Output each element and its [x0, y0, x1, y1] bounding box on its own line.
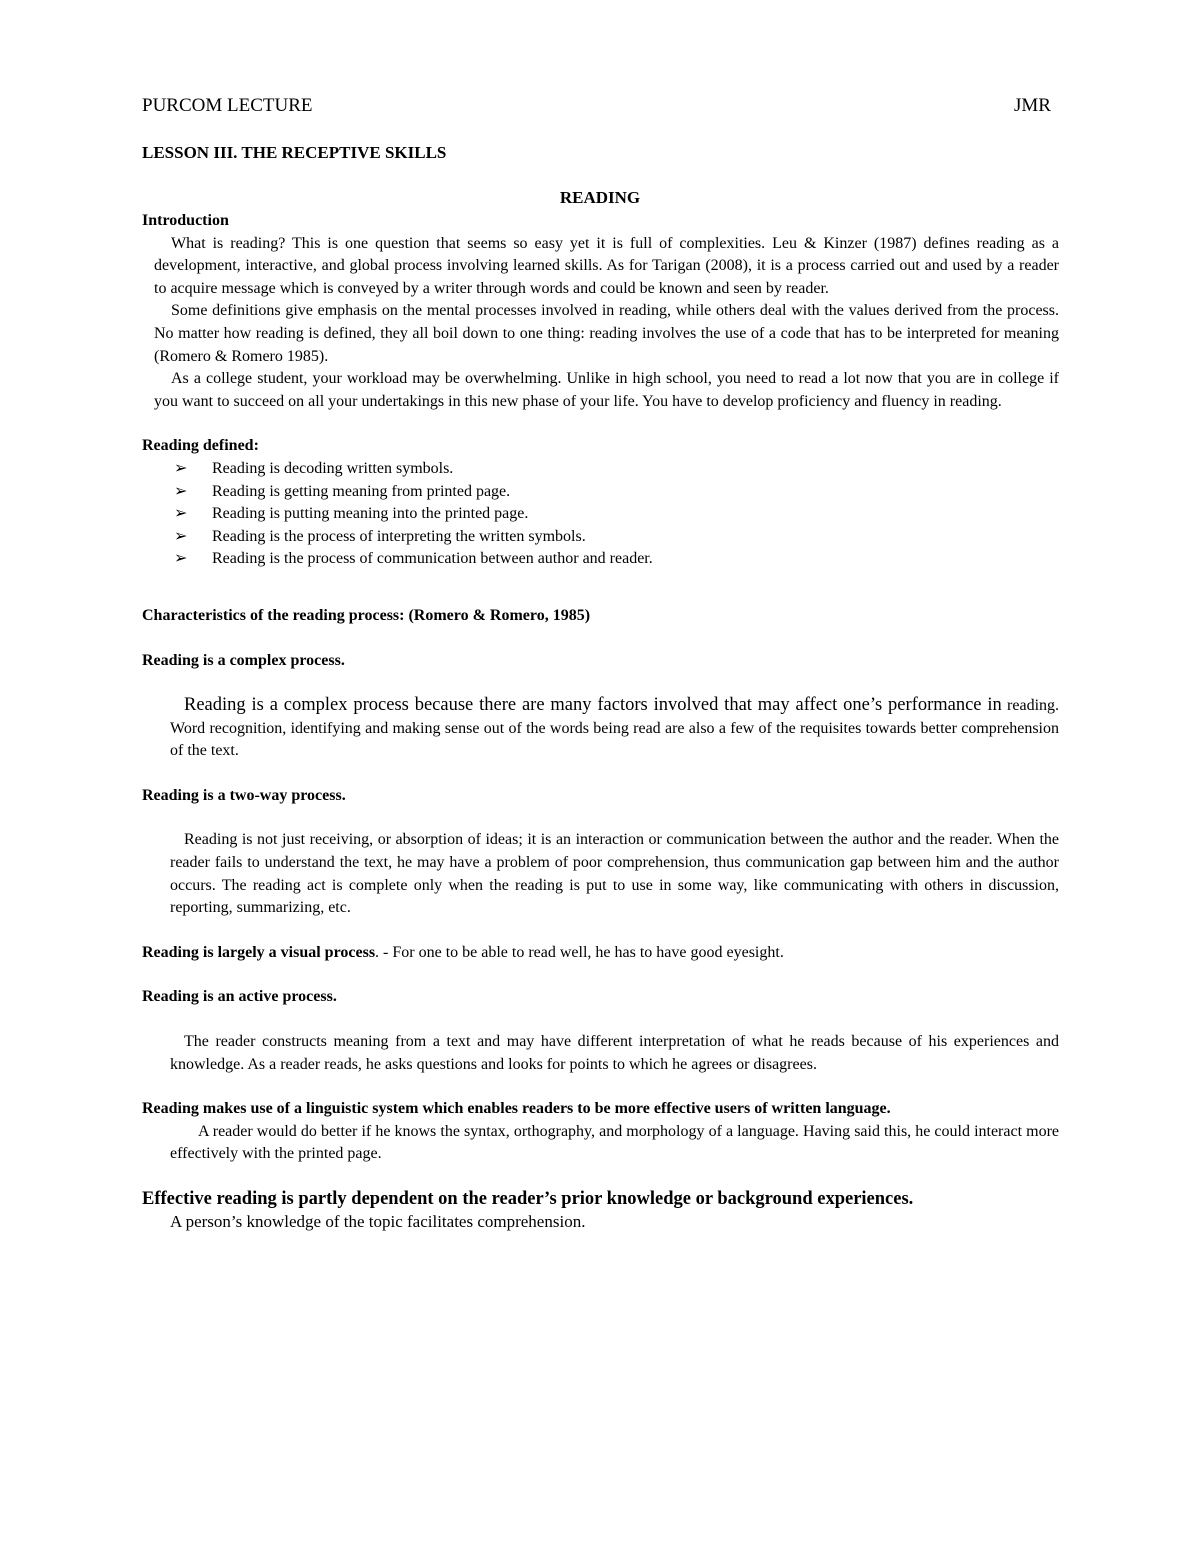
header-initials: JMR [1014, 95, 1051, 116]
arrowhead-bullet-icon: ➢ [174, 459, 188, 477]
two-way-process-heading: Reading is a two-way process. [142, 786, 346, 804]
active-process-paragraph: The reader constructs meaning from a text and may have different interpretation of what he reads because of his experiences and knowledge. As a reader reads, he asks questions and looks for points to which he agrees or disagrees. [170, 1033, 1059, 1073]
arrowhead-bullet-icon: ➢ [174, 527, 188, 545]
list-item [174, 526, 1059, 549]
complex-process-text: reading. Word recognition, identifying and making sense out of the words being read are also a few of the requisites towards better comprehension of the text. [170, 697, 1060, 760]
arrowhead-bullet-icon: ➢ [174, 505, 188, 523]
list-item [174, 503, 1059, 526]
characteristics-heading: Characteristics of the reading process: (Romero & Romero, 1985) [142, 606, 591, 624]
list-item-text: Reading is decoding written symbols. [212, 459, 454, 477]
reading-defined-list [142, 458, 1059, 571]
section-title: READING [559, 188, 641, 207]
list-item-text: Reading is getting meaning from printed page. [212, 482, 511, 500]
prior-knowledge-heading: Effective reading is partly dependent on the reader’s prior knowledge or background experiences. [142, 1189, 914, 1209]
lesson-title: LESSON III. THE RECEPTIVE SKILLS [142, 143, 447, 162]
list-item-text: Reading is the process of interpreting the written symbols. [212, 527, 586, 545]
reading-defined-heading: Reading defined: [142, 437, 259, 455]
list-item [174, 481, 1059, 504]
visual-process-line [142, 942, 1059, 965]
document-body [142, 210, 1059, 1233]
list-item-text: Reading is putting meaning into the printed page. [212, 505, 529, 523]
intro-paragraph-2: Some definitions give emphasis on the mental processes involved in reading, while others deal with the values derived from the process. No matter how reading is defined, they all boil down to one thing: reading involves the use of a code that has to be interpreted for meaning (Romero & Romero 1985). [154, 302, 1059, 365]
intro-paragraph-3: As a college student, your workload may be overwhelming. Unlike in high school, you need to read a lot now that you are in college if you want to succeed on all your undertakings in this new phase of your life. You have to develop proficiency and fluency in reading. [154, 370, 1059, 410]
prior-knowledge-paragraph: A person’s knowledge of the topic facilitates comprehension. [170, 1211, 586, 1231]
linguistic-system-heading: Reading makes use of a linguistic system which enables readers to be more effective users of written language. [142, 1100, 891, 1118]
active-process-heading: Reading is an active process. [142, 988, 337, 1006]
list-item [174, 458, 1059, 481]
arrowhead-bullet-icon: ➢ [174, 482, 188, 500]
arrowhead-bullet-icon: ➢ [174, 550, 188, 568]
introduction-heading: Introduction [142, 212, 229, 229]
visual-process-heading: Reading is largely a visual process [142, 943, 376, 961]
complex-process-paragraph [142, 694, 1059, 763]
two-way-process-paragraph: Reading is not just receiving, or absorption of ideas; it is an interaction or communication between the author and the reader. When the reader fails to understand the text, he may have a problem of poor comprehension, thus communication gap between him and the author occurs. The reading act is complete only when the reading is put to use in some way, like communicating with others in discussion, reporting, summarizing, etc. [170, 831, 1059, 917]
list-item [174, 548, 1059, 571]
list-item-text: Reading is the process of communication between author and reader. [212, 550, 653, 568]
intro-paragraph-1: What is reading? This is one question that seems so easy yet it is full of complexities. Leu & Kinzer (1987) defines reading as a development, interactive, and global process involving learned skills. As for Tarigan (2008), it is a process carried out and used by a reader to acquire message which is conveyed by a writer through words and could be known and seen by reader. [154, 234, 1059, 297]
header-course: PURCOM LECTURE [142, 95, 313, 116]
linguistic-system-paragraph: A reader would do better if he knows the syntax, orthography, and morphology of a language. Having said this, he could interact more effectively with the printed page. [170, 1122, 1059, 1163]
complex-process-lead: Reading is a complex process because there are many factors involved that may affect one’s performance in [184, 695, 1002, 716]
complex-process-heading: Reading is a complex process. [142, 651, 345, 669]
visual-process-text: . - For one to be able to read well, he has to have good eyesight. [375, 943, 784, 961]
